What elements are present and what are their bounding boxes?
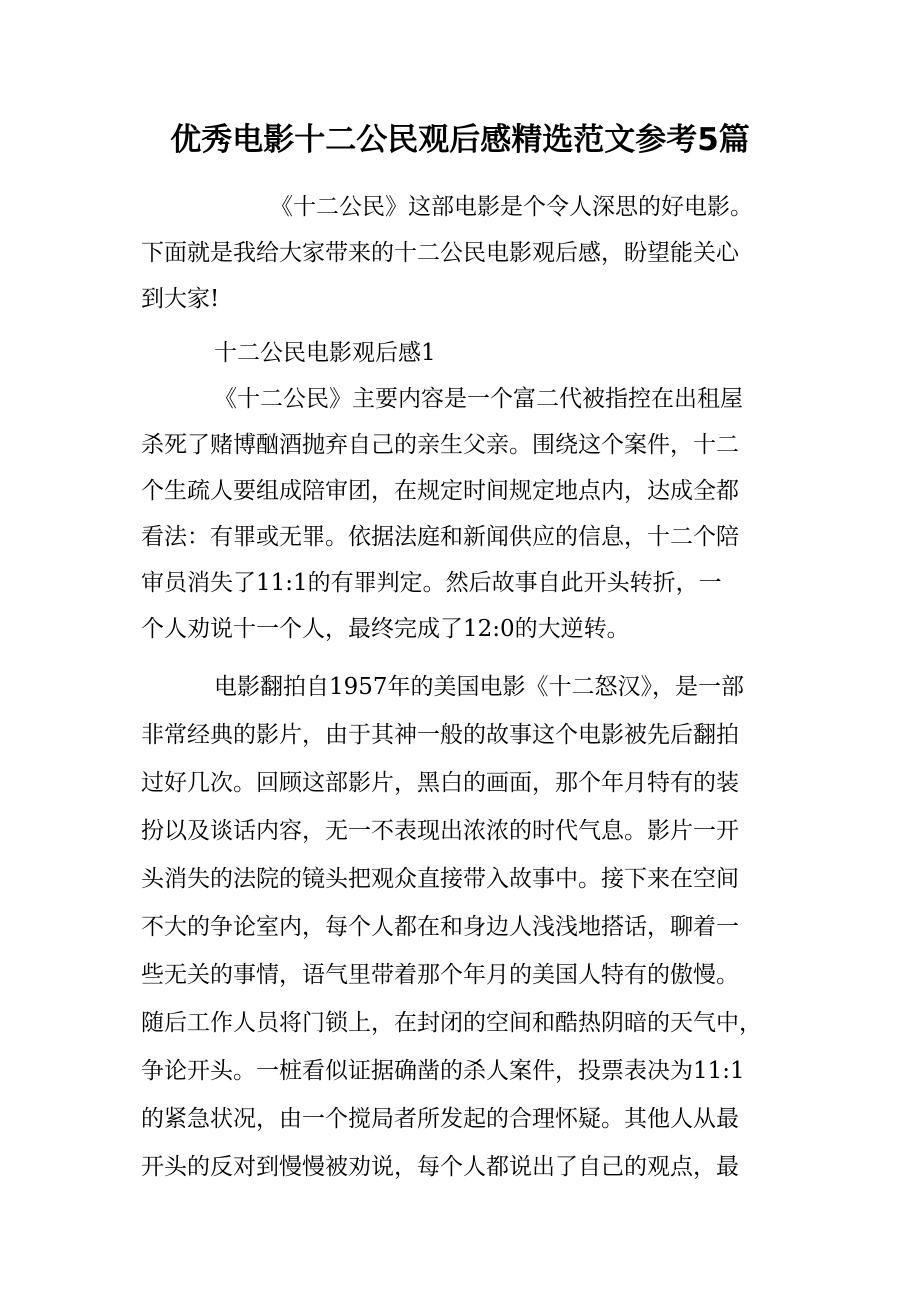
paragraph-line: 开头的反对到慢慢被劝说，每个人都说出了自己的观点，最 (141, 1154, 739, 1180)
paragraph-line: 电影翻拍自1957年的美国电影《十二怒汉》，是一部 (214, 674, 745, 700)
paragraph-line: 下面就是我给大家带来的十二公民电影观后感，盼望能关心 (141, 240, 739, 266)
paragraph-line: 到大家! (141, 286, 220, 312)
paragraph-line: 过好几次。回顾这部影片，黑白的画面，那个年月特有的装 (141, 770, 739, 796)
paragraph-line: 扮以及谈话内容，无一不表现出浓浓的时代气息。影片一开 (141, 818, 739, 844)
paragraph-line: 杀死了赌博酗酒抛弃自己的亲生父亲。围绕这个案件，十二 (141, 432, 739, 458)
paragraph-line: 《十二公民》这部电影是个令人深思的好电影。 (270, 194, 753, 220)
paragraph-line: 争论开头。一桩看似证据确凿的杀人案件，投票表决为11:1 (141, 1058, 745, 1084)
section-heading: 十二公民电影观后感1 (214, 340, 436, 366)
paragraph-line: 个人劝说十一个人，最终完成了12:0的大逆转。 (141, 616, 630, 642)
paragraph-line: 随后工作人员将门锁上，在封闭的空间和酷热阴暗的天气中， (141, 1010, 762, 1036)
paragraph-line: 个生疏人要组成陪审团，在规定时间规定地点内，达成全都 (141, 478, 739, 504)
paragraph-line: 的紧急状况，由一个搅局者所发起的合理怀疑。其他人从最 (141, 1106, 739, 1132)
paragraph-line: 审员消失了11:1的有罪判定。然后故事自此开头转折，一 (141, 570, 722, 596)
document-title: 优秀电影十二公民观后感精选范文参考5篇 (170, 122, 750, 158)
paragraph-line: 头消失的法院的镜头把观众直接带入故事中。接下来在空间 (141, 866, 739, 892)
paragraph-line: 不大的争论室内，每个人都在和身边人浅浅地搭话，聊着一 (141, 914, 739, 940)
paragraph-line: 些无关的事情，语气里带着那个年月的美国人特有的傲慢。 (141, 962, 739, 988)
paragraph-line: 《十二公民》主要内容是一个富二代被指控在出租屋 (214, 386, 743, 412)
paragraph-line: 非常经典的影片，由于其神一般的故事这个电影被先后翻拍 (141, 722, 739, 748)
paragraph-line: 看法：有罪或无罪。依据法庭和新闻供应的信息，十二个陪 (141, 524, 739, 550)
